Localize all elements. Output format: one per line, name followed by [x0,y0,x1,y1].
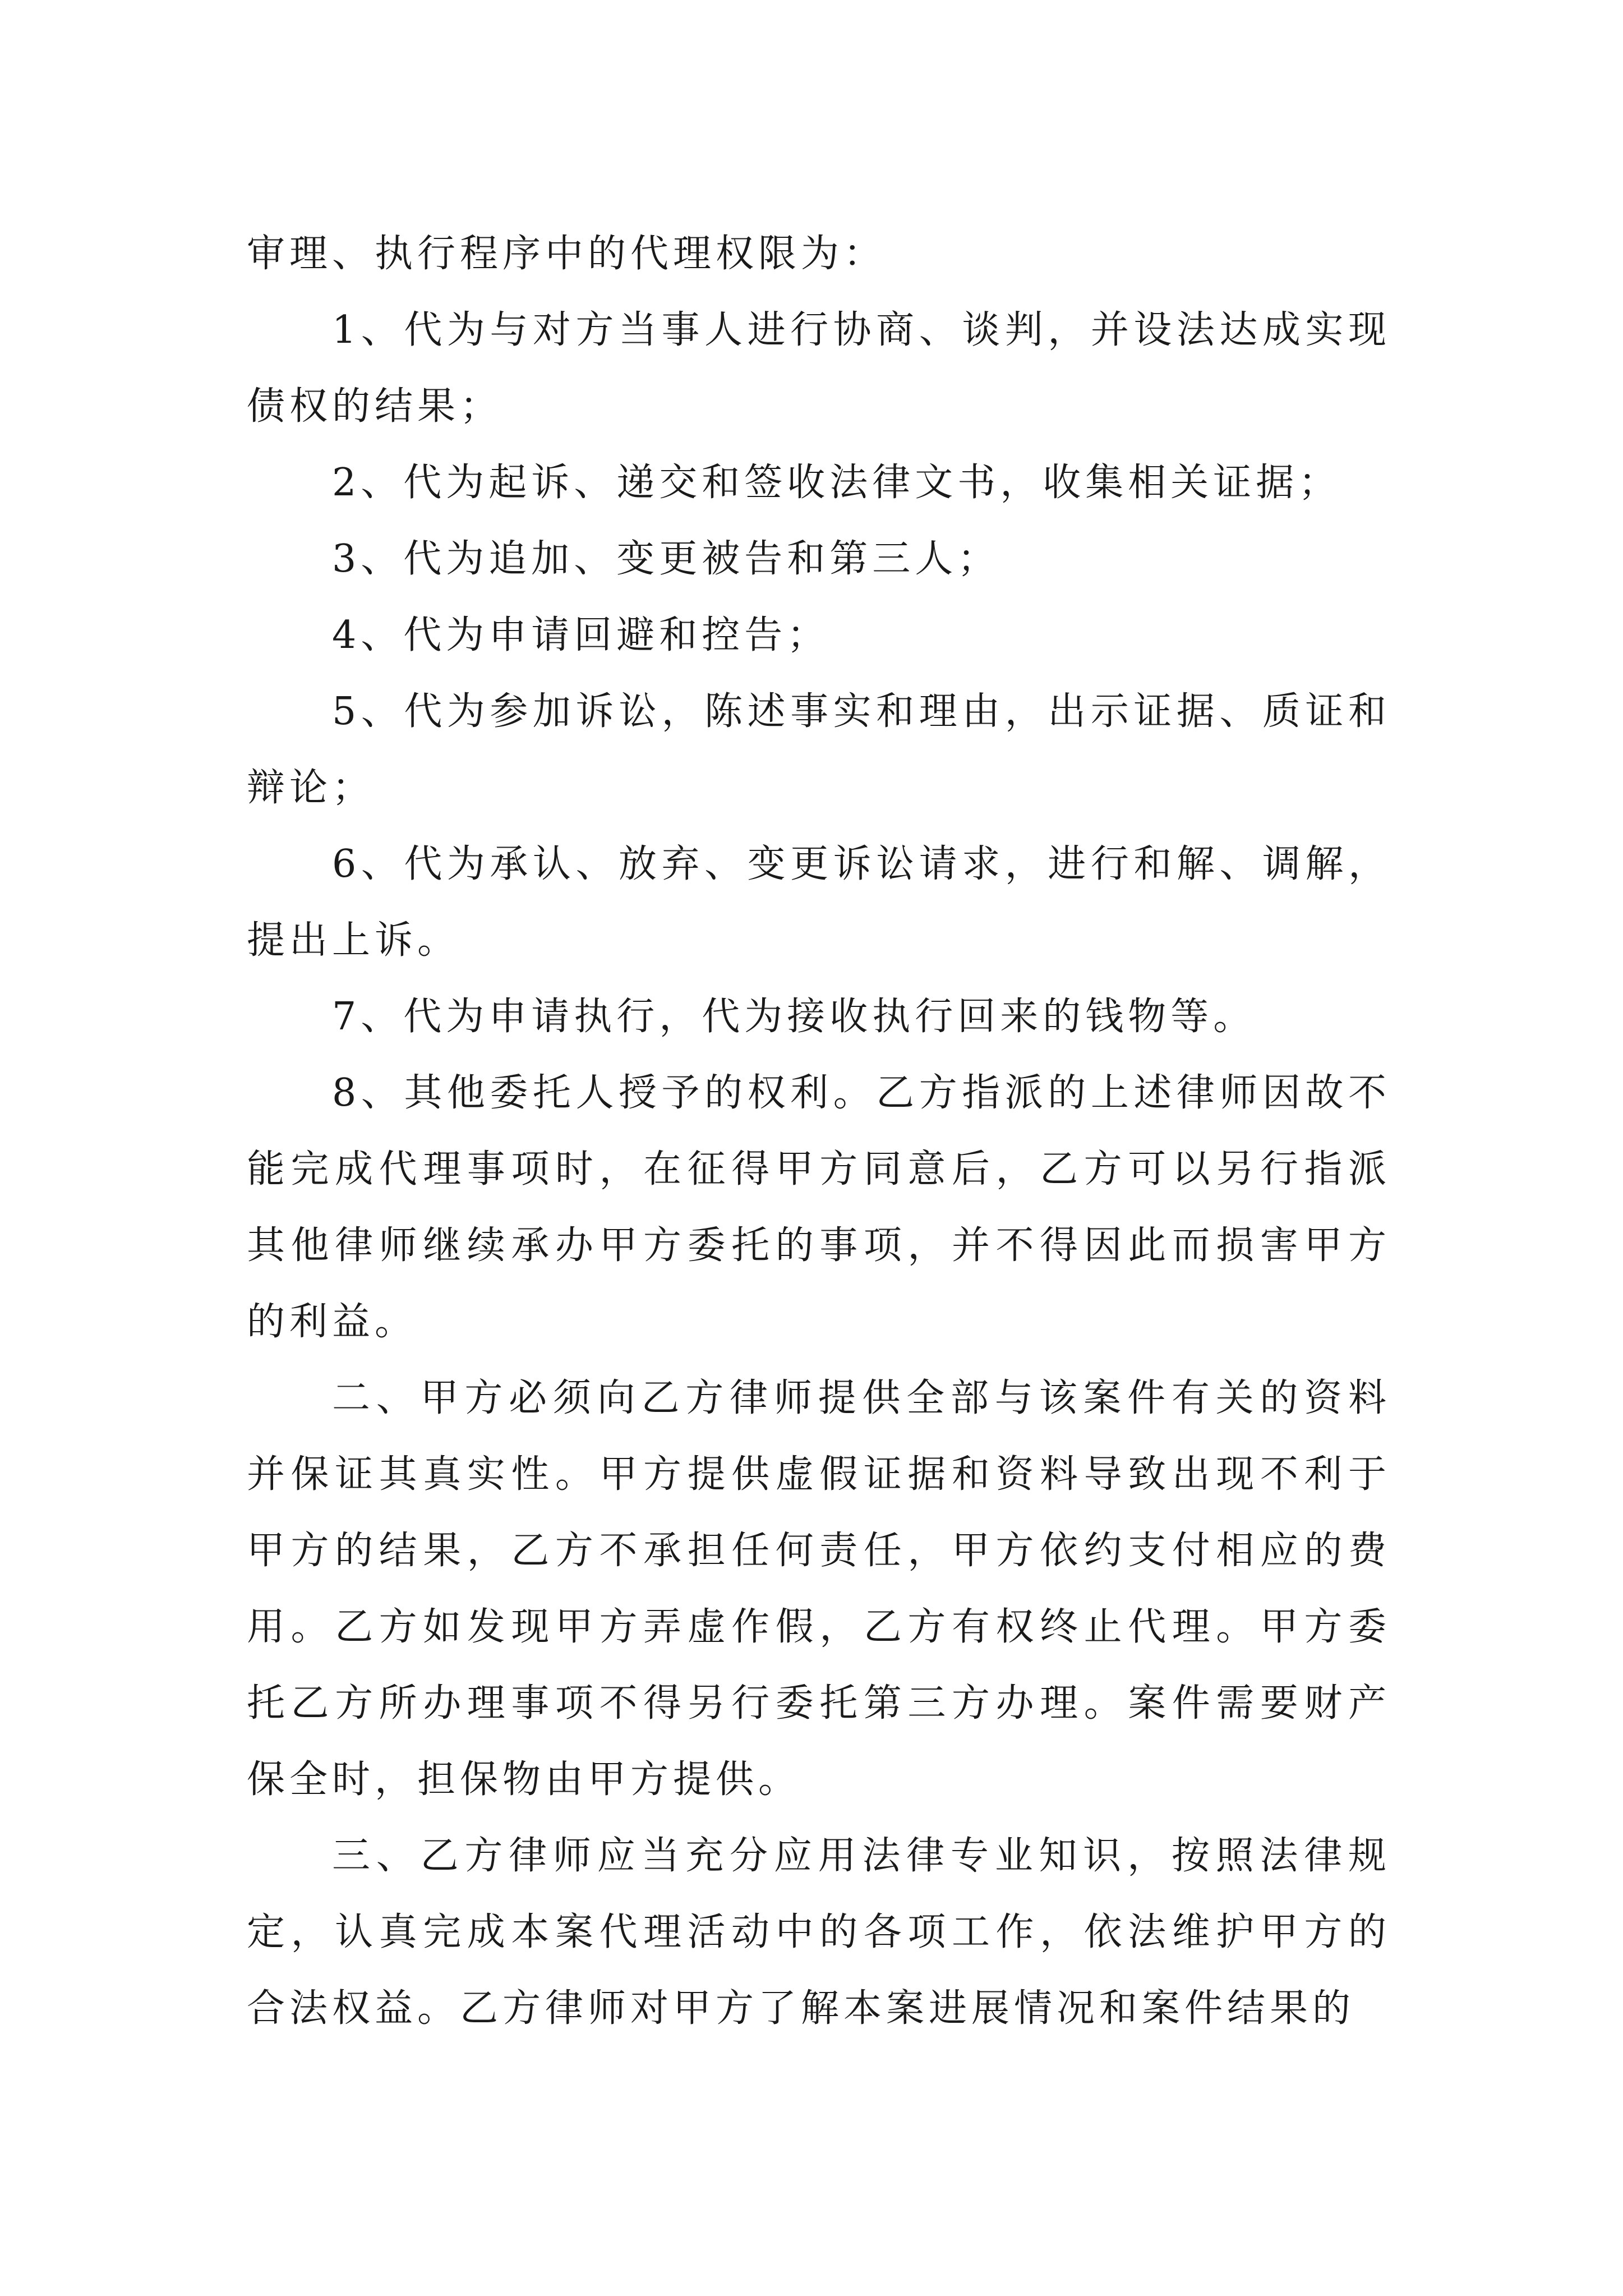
paragraph-section-2: 二、甲方必须向乙方律师提供全部与该案件有关的资料并保证其真实性。甲方提供虚假证据和资料导致出现不利于甲方的结果，乙方不承担任何责任，甲方依约支付相应的费用。乙方如发现甲方弄虚作假，乙方有权终止代理。甲方委托乙方所办理事项不得另行委托第三方办理。案件需要财产保全时，担保物由甲方提供。 [247,1376,1391,1802]
paragraph-item-1: 1、代为与对方当事人进行协商、谈判，并设法达成实现债权的结果； [247,308,1391,429]
paragraph-item-4: 4、代为申请回避和控告； [332,613,830,657]
document-body [247,216,1391,2047]
paragraph-section-3: 三、乙方律师应当充分应用法律专业知识，按照法律规定，认真完成本案代理活动中的各项工作，依法维护甲方的合法权益。乙方律师对甲方了解本案进展情况和案件结果的 [247,1834,1391,2031]
paragraph-item-6: 6、代为承认、放弃、变更诉讼请求，进行和解、调解，提出上诉。 [247,842,1391,963]
paragraph-item-7: 7、代为申请执行，代为接收执行回来的钱物等。 [332,995,1256,1039]
paragraph-item-3: 3、代为追加、变更被告和第三人； [332,537,1000,581]
paragraph-intro: 审理、执行程序中的代理权限为： [247,232,887,276]
paragraph-item-2: 2、代为起诉、递交和签收法律文书，收集相关证据； [332,461,1341,505]
paragraph-item-8: 8、其他委托人授予的权利。乙方指派的上述律师因故不能完成代理事项时，在征得甲方同意后，乙方可以另行指派其他律师继续承办甲方委托的事项，并不得因此而损害甲方的利益。 [247,1071,1391,1344]
paragraph-item-5: 5、代为参加诉讼，陈述事实和理由，出示证据、质证和辩论； [247,689,1391,810]
